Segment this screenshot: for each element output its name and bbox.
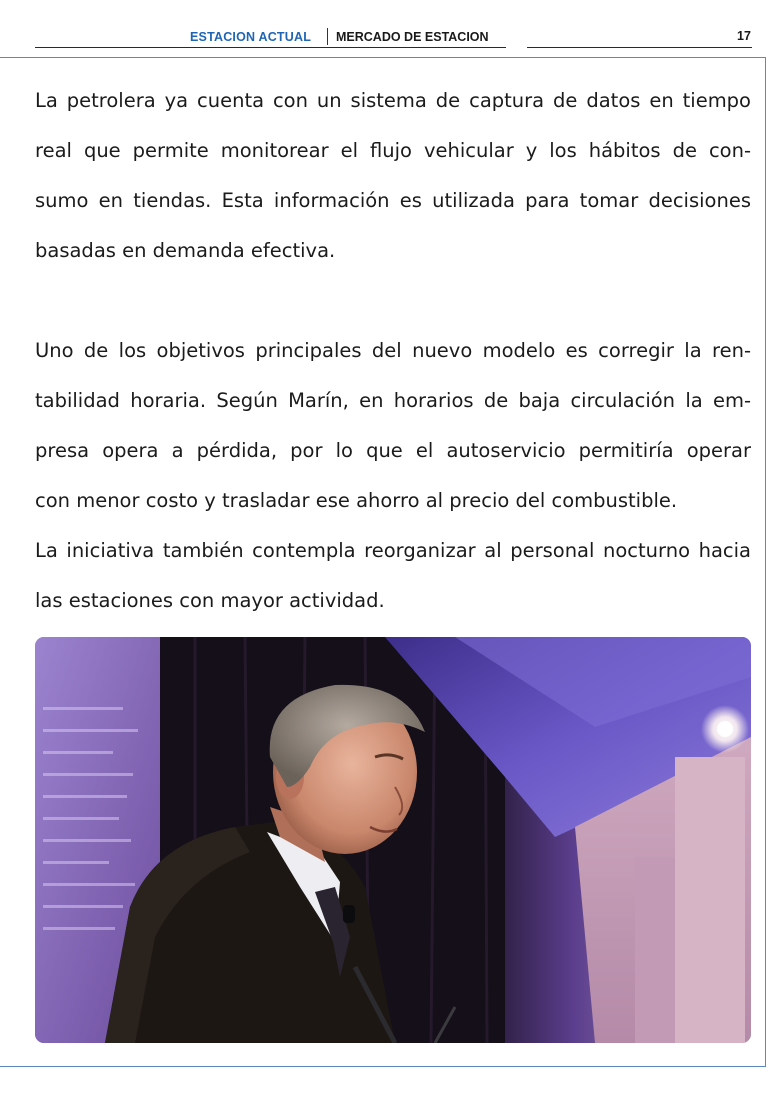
- speaker-photo-illustration: [35, 637, 751, 1043]
- page-number: 17: [737, 29, 751, 43]
- paragraph-line: La petrolera ya cuenta con un sistema de captura de datos en tiempo: [35, 89, 751, 112]
- section-title: ESTACION ACTUAL: [190, 30, 312, 44]
- paragraph-1: [35, 76, 751, 276]
- speaker-photo: [35, 637, 751, 1043]
- paragraph-line: presa opera a pérdida, por lo que el autoservicio permitiría operar: [35, 439, 751, 462]
- paragraph-line: real que permite monitorear el flujo vehicular y los hábitos de con-: [35, 139, 751, 162]
- header-left-rule: [35, 47, 506, 48]
- header-right-rule: [527, 47, 752, 48]
- paragraph-line: sumo en tiendas. Esta información es utilizada para tomar decisiones: [35, 189, 751, 212]
- paragraph-2: [35, 326, 751, 626]
- paragraph-line: Uno de los objetivos principales del nuevo modelo es corregir la ren-: [35, 339, 751, 362]
- header-separator: [327, 28, 328, 45]
- paragraph-line: tabilidad horaria. Según Marín, en horarios de baja circulación la em-: [35, 389, 751, 412]
- paragraph-line: La iniciativa también contempla reorganizar al personal nocturno hacia: [35, 539, 751, 562]
- paragraph-line: basadas en demanda efectiva.: [35, 239, 336, 262]
- paragraph-line: las estaciones con mayor actividad.: [35, 589, 385, 612]
- paragraph-line: con menor costo y trasladar ese ahorro al precio del combustible.: [35, 489, 678, 512]
- topic-title: MERCADO DE ESTACION: [336, 30, 489, 44]
